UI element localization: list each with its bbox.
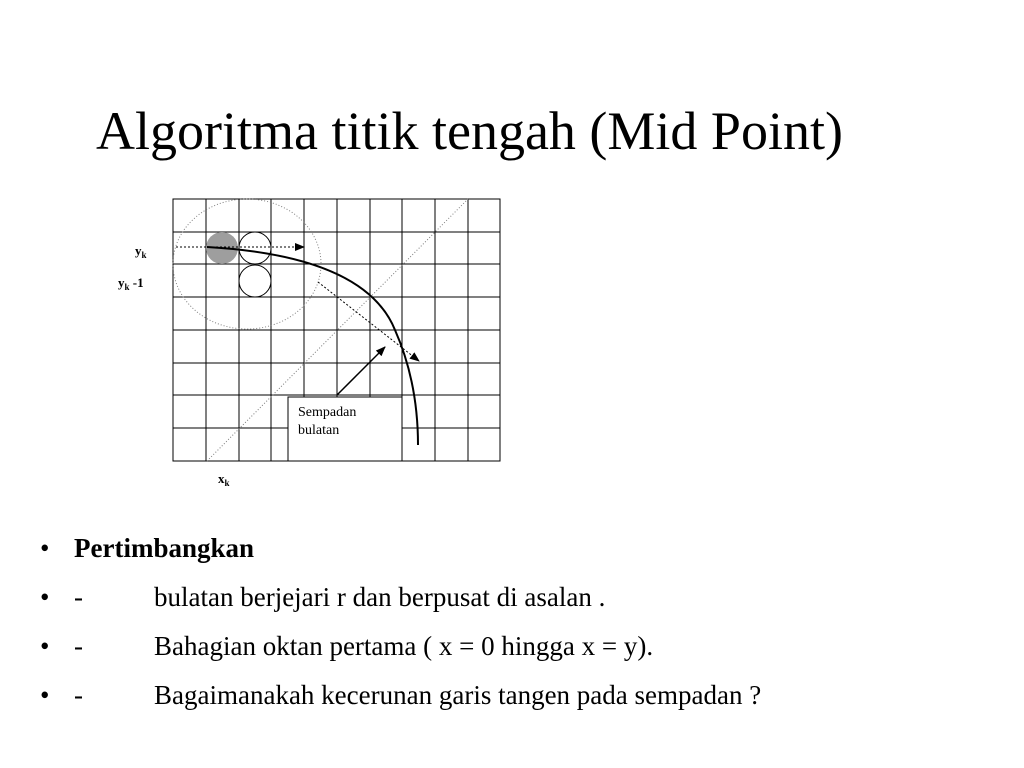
- bullet-text: Bahagian oktan pertama ( x = 0 hingga x = y).: [154, 631, 654, 661]
- bullet-marker: •: [40, 533, 50, 563]
- label-yk-minus-1: $y_k$ -1: [118, 275, 144, 292]
- bullet-marker: •: [40, 680, 50, 710]
- callout-line-2: bulatan: [298, 423, 340, 438]
- bullet-marker: •: [40, 582, 50, 612]
- callout-arrow: [337, 347, 385, 395]
- label-xk: $x_k$: [218, 471, 230, 488]
- bullet-marker: •: [40, 631, 50, 661]
- bullet-dash: -: [74, 680, 83, 710]
- bullet-heading: Pertimbangkan: [74, 533, 255, 563]
- bullet-dash: -: [74, 631, 83, 661]
- callout-line-1: Sempadan: [298, 405, 357, 420]
- bullet-text: bulatan berjejari r dan berpusat di asalan .: [154, 582, 606, 612]
- bullet-dash: -: [74, 582, 83, 612]
- candidate-pixel-east: [239, 232, 271, 264]
- slide-title: Algoritma titik tengah (Mid Point): [96, 101, 843, 161]
- bullet-text: Bagaimanakah kecerunan garis tangen pada sempadan ?: [154, 680, 762, 710]
- label-yk: $y_k$: [135, 243, 147, 260]
- callout-text: [298, 404, 356, 440]
- candidate-pixel-southeast: [239, 265, 271, 297]
